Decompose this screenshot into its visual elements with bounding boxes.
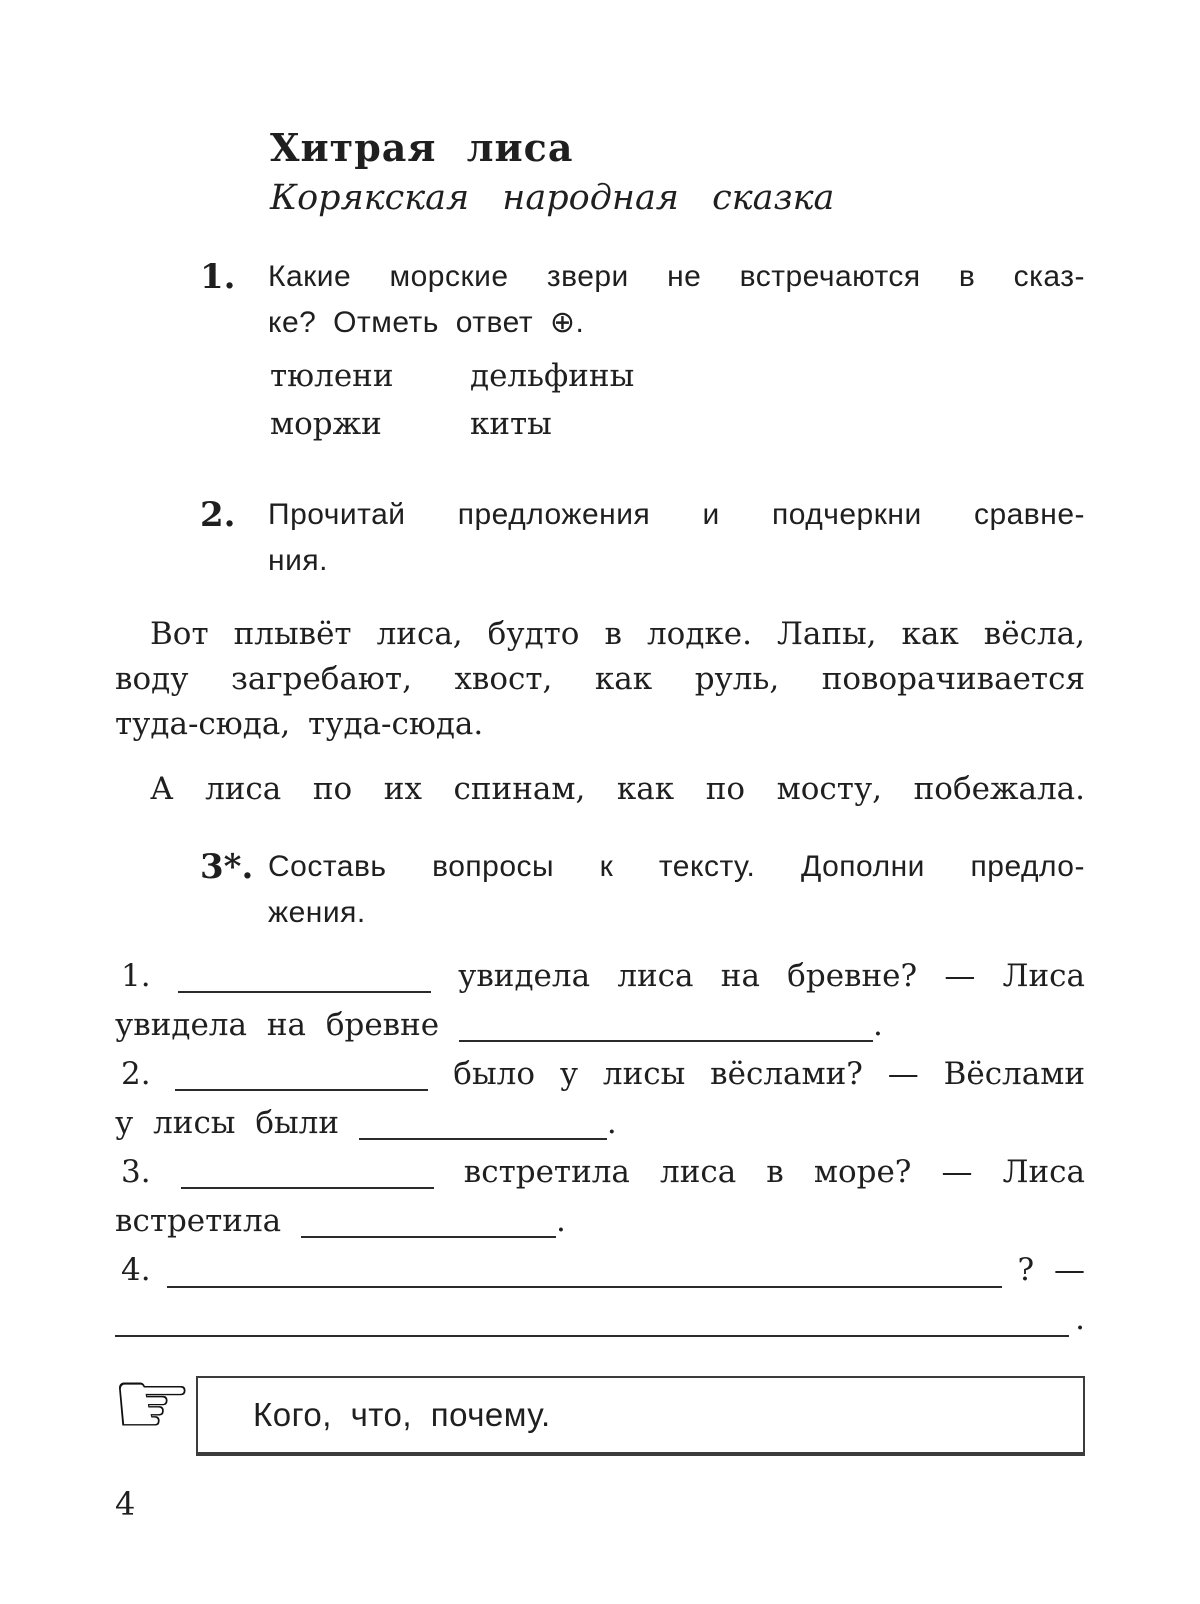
item-4-question-blank[interactable]	[167, 1286, 1002, 1288]
story-paragraph-2	[115, 767, 1085, 812]
option-kity[interactable]: киты	[470, 406, 552, 442]
item-3-answer-blank[interactable]	[301, 1206, 556, 1238]
item-1-question-text: увидела лиса на бревне? — Лиса	[458, 958, 1085, 994]
item-2-number: 2.	[121, 1056, 151, 1092]
exercise-1	[200, 254, 1085, 346]
exercise-3-instruction-line-2: жения.	[268, 896, 366, 929]
story-header	[270, 126, 1085, 220]
options-row-2	[270, 400, 1085, 448]
item-1-answer-period: .	[873, 1007, 883, 1043]
item-1-answer-blank[interactable]	[459, 1010, 873, 1042]
story-paragraph-1-line-3: туда-сюда, туда-сюда.	[115, 706, 484, 742]
story-title: Хитрая лиса	[270, 125, 574, 170]
item-1-answer-line	[115, 1001, 1085, 1050]
item-2-answer-period: .	[606, 1105, 617, 1141]
item-2-answer-text: у лисы были	[115, 1105, 340, 1141]
item-4-question-line	[115, 1246, 1085, 1295]
item-4-answer-blank[interactable]	[115, 1335, 1069, 1337]
item-4-answer-line	[115, 1295, 1085, 1344]
exercise-1-instruction-line-1: Какие морские звери не встречаются в сказ-	[268, 260, 1085, 293]
item-3-answer-text: встретила	[115, 1203, 282, 1239]
item-1-number: 1.	[121, 958, 151, 994]
exercise-1-number: 1.	[200, 257, 236, 297]
item-4-question-suffix: ? —	[1017, 1252, 1085, 1288]
item-2-question-blank[interactable]	[175, 1059, 428, 1091]
exercise-2-instruction-line-1: Прочитай предложения и подчеркни сравне-	[268, 498, 1085, 531]
exercise-3-instruction	[268, 844, 1085, 936]
pointing-hand-icon: ☞	[111, 1350, 194, 1457]
item-1-question-blank[interactable]	[178, 961, 431, 993]
exercise-1-instruction	[268, 254, 1085, 346]
exercise-2	[200, 492, 1085, 584]
options-row-1	[270, 352, 1085, 400]
option-morzhi[interactable]: моржи	[270, 406, 382, 442]
exercise-2-instruction-line-2: ния.	[268, 544, 328, 577]
item-3-number: 3.	[121, 1154, 151, 1190]
story-paragraph-1	[115, 612, 1085, 747]
hint-section	[111, 1350, 1085, 1457]
item-3-question-text: встретила лиса в море? — Лиса	[463, 1154, 1085, 1190]
page-number: 4	[115, 1485, 136, 1523]
option-tyuleni[interactable]: тюлени	[270, 358, 394, 394]
option-delfiny[interactable]: дельфины	[470, 358, 635, 394]
item-3-question-line	[115, 1148, 1085, 1197]
item-4-number: 4.	[121, 1252, 151, 1288]
exercise-1-options	[270, 352, 1085, 448]
item-2-answer-line	[115, 1099, 1085, 1148]
story-paragraph-1-line-2: воду загребают, хвост, как руль, поворачивается	[115, 661, 1085, 697]
hint-text: Кого, что, почему.	[253, 1396, 551, 1433]
exercise-1-instruction-line-2: ке? Отметь ответ ⊕.	[268, 306, 585, 339]
item-3-answer-period: .	[556, 1203, 566, 1239]
item-4-answer-period: .	[1075, 1301, 1085, 1337]
exercise-3-items	[115, 952, 1085, 1344]
exercise-3-instruction-line-1: Составь вопросы к тексту. Дополни предло-	[268, 850, 1085, 883]
exercise-3	[200, 844, 1085, 936]
exercise-2-instruction	[268, 492, 1085, 584]
item-1-answer-text: увидела на бревне	[115, 1007, 440, 1043]
item-1-question-line	[115, 952, 1085, 1001]
exercise-3-number: 3*.	[200, 847, 254, 887]
exercise-2-number: 2.	[200, 495, 236, 535]
item-2-question-line	[115, 1050, 1085, 1099]
story-paragraph-1-line-1: Вот плывёт лиса, будто в лодке. Лапы, как вёсла,	[150, 616, 1085, 652]
item-3-question-blank[interactable]	[181, 1157, 434, 1189]
story-subtitle: Корякская народная сказка	[270, 178, 835, 218]
story-paragraph-2-line-1: А лиса по их спинам, как по мосту, побежала.	[150, 771, 1085, 807]
item-3-answer-line	[115, 1197, 1085, 1246]
item-2-question-text: было у лисы вёслами? — Вёслами	[453, 1056, 1086, 1092]
hint-box	[196, 1376, 1085, 1456]
item-2-answer-blank[interactable]	[359, 1108, 607, 1140]
